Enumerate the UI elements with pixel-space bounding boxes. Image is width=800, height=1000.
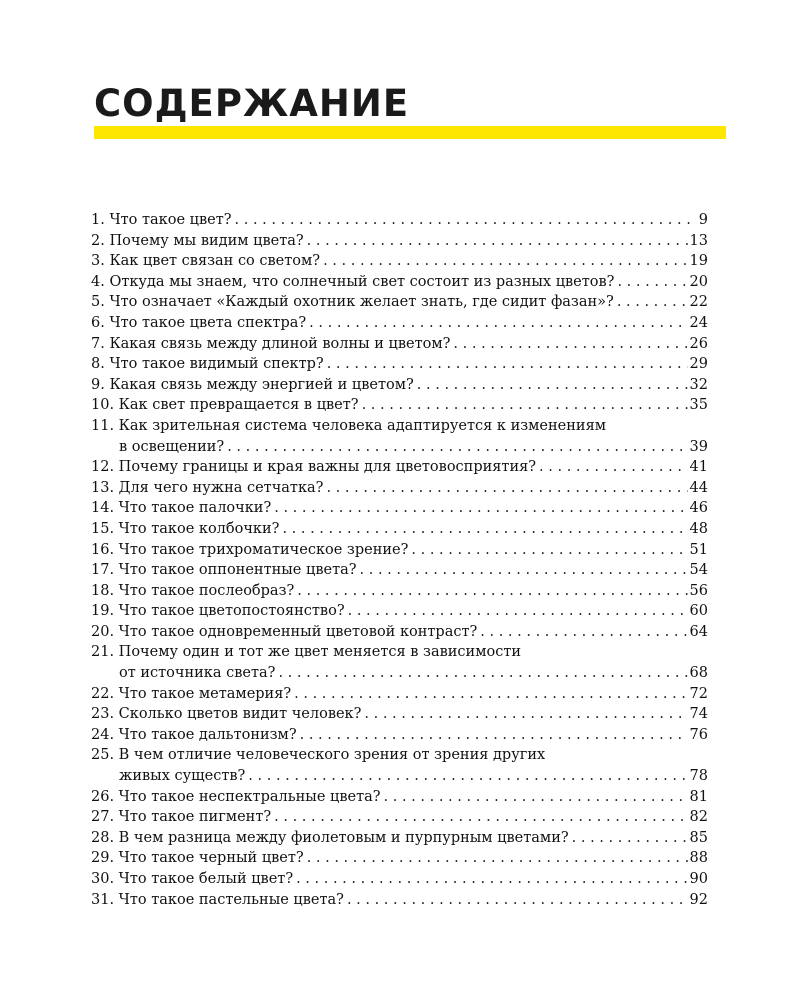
- toc-entry-line: [91, 231, 708, 252]
- toc-entry-title: 13. Для чего нужна сетчатка?: [91, 479, 324, 496]
- dot-leader: [282, 519, 687, 540]
- dot-leader: [297, 581, 687, 602]
- toc-entry-line: [91, 890, 708, 911]
- toc-entry[interactable]: [91, 890, 708, 911]
- dot-leader: [309, 313, 687, 334]
- toc-page-number: 90: [689, 871, 708, 887]
- toc-entry-line: [91, 622, 708, 643]
- toc-entry-title: 17. Что такое оппонентные цвета?: [91, 562, 357, 579]
- toc-entry-line: [91, 581, 708, 602]
- dot-leader: [307, 848, 688, 869]
- toc-entry[interactable]: [91, 540, 708, 561]
- dot-leader: [480, 622, 687, 643]
- toc-entry-line: [91, 334, 708, 355]
- dot-leader: [572, 828, 688, 849]
- dot-leader: [235, 210, 697, 231]
- toc-page-number: 85: [689, 829, 708, 846]
- toc-entry-line: [91, 663, 708, 684]
- dot-leader: [617, 292, 688, 313]
- toc-entry-line: [91, 725, 708, 746]
- toc-entry-line: [91, 437, 708, 458]
- toc-entry-title: 9. Какая связь между энергией и цветом?: [91, 376, 414, 393]
- toc-entry[interactable]: [91, 292, 708, 313]
- toc-entry-line: [91, 540, 708, 561]
- toc-entry-title: 30. Что такое белый цвет?: [91, 871, 294, 887]
- toc-page-number: 41: [689, 459, 708, 476]
- toc-entry-title: 19. Что такое цветопостоянство?: [91, 603, 345, 620]
- toc-entry-line: [91, 601, 708, 622]
- toc-entry-title: живых существ?: [119, 768, 246, 785]
- toc-entry-title: 14. Что такое палочки?: [91, 500, 272, 517]
- toc-page-number: 20: [689, 273, 708, 290]
- toc-entry[interactable]: [91, 622, 708, 643]
- dot-leader: [364, 704, 687, 725]
- toc-entry[interactable]: [91, 684, 708, 705]
- toc-entry-title: 29. Что такое черный цвет?: [91, 850, 304, 867]
- toc-entry-line: [91, 457, 708, 478]
- toc-page-number: 92: [689, 891, 708, 908]
- dot-leader: [248, 766, 687, 787]
- toc-page-number: 29: [689, 356, 708, 373]
- toc-entry[interactable]: [91, 395, 708, 416]
- toc-entry-line: [91, 828, 708, 849]
- toc-entry-title: 22. Что такое метамерия?: [91, 685, 292, 702]
- toc-page-number: 68: [689, 665, 708, 682]
- dot-leader: [227, 437, 687, 458]
- toc-entry[interactable]: [91, 354, 708, 375]
- dot-leader: [294, 684, 687, 705]
- toc-entry-line: [91, 478, 708, 499]
- toc-entry-title: 3. Как цвет связан со светом?: [91, 253, 321, 270]
- toc-entry-title: 26. Что такое неспектральные цвета?: [91, 788, 381, 805]
- toc-entry-line: [91, 210, 708, 231]
- toc-entry[interactable]: [91, 869, 708, 890]
- toc-entry-line: [91, 354, 708, 375]
- toc-page-number: 56: [689, 582, 708, 599]
- dot-leader: [274, 807, 687, 828]
- dot-leader: [417, 375, 688, 396]
- toc-page-number: 26: [689, 335, 708, 352]
- dot-leader: [453, 334, 687, 355]
- toc-entry-line: [91, 787, 708, 808]
- toc-entry-title: 23. Сколько цветов видит человек?: [91, 706, 362, 723]
- toc-entry[interactable]: [91, 210, 708, 231]
- toc-entry[interactable]: [91, 251, 708, 272]
- toc-entry-title: 5. Что означает «Каждый охотник желает знать, где сидит фазан»?: [91, 294, 614, 311]
- dot-leader: [296, 869, 687, 890]
- toc-entry[interactable]: [91, 334, 708, 355]
- toc-entry[interactable]: [91, 745, 708, 786]
- toc-entry-title: 1. Что такое цвет?: [91, 212, 232, 228]
- toc-page-number: 60: [689, 603, 708, 620]
- toc-page-number: 81: [689, 788, 708, 805]
- toc-page-number: 82: [689, 809, 708, 826]
- toc-entry[interactable]: [91, 519, 708, 540]
- toc-entry[interactable]: [91, 457, 708, 478]
- dot-leader: [360, 560, 688, 581]
- toc-entry[interactable]: [91, 560, 708, 581]
- dot-leader: [278, 663, 687, 684]
- toc-entry-line: [91, 313, 708, 334]
- dot-leader: [300, 725, 688, 746]
- dot-leader: [617, 272, 687, 293]
- toc-page-number: 9: [698, 212, 708, 228]
- toc-entry[interactable]: [91, 848, 708, 869]
- toc-page-number: 48: [689, 520, 708, 537]
- toc-page-number: 46: [689, 500, 708, 517]
- toc-page-number: 35: [689, 397, 708, 414]
- toc-entry-title: 20. Что такое одновременный цветовой контраст?: [91, 623, 478, 640]
- toc-page-number: 76: [689, 726, 708, 743]
- toc-entry[interactable]: [91, 642, 708, 683]
- toc-page-number: 64: [689, 623, 708, 640]
- dot-leader: [323, 251, 687, 272]
- toc-page-number: 54: [689, 562, 708, 579]
- toc-entry[interactable]: [91, 375, 708, 396]
- toc-page-number: 24: [689, 314, 708, 331]
- toc-entry-title: 16. Что такое трихроматическое зрение?: [91, 541, 409, 558]
- toc-entry[interactable]: [91, 272, 708, 293]
- toc-page-number: 78: [689, 768, 708, 785]
- toc-entry[interactable]: [91, 231, 708, 252]
- toc-entry[interactable]: [91, 313, 708, 334]
- toc-entry[interactable]: [91, 416, 708, 457]
- toc-entry-line: [91, 498, 708, 519]
- toc-entry-title: 31. Что такое пастельные цвета?: [91, 891, 344, 908]
- dot-leader: [347, 890, 688, 911]
- toc-entry[interactable]: [91, 807, 708, 828]
- dot-leader: [384, 787, 688, 808]
- toc-entry-line: [91, 684, 708, 705]
- toc-entry-title-line: 11. Как зрительная система человека адаптируется к изменениям: [91, 417, 607, 434]
- toc-entry-line: [91, 807, 708, 828]
- toc-page-number: 32: [689, 376, 708, 393]
- toc-entry[interactable]: [91, 581, 708, 602]
- toc-entry-title: 8. Что такое видимый спектр?: [91, 356, 324, 373]
- toc-entry-title: 24. Что такое дальтонизм?: [91, 726, 297, 743]
- toc-page-number: 39: [689, 438, 708, 455]
- dot-leader: [362, 395, 688, 416]
- toc-entry[interactable]: [91, 787, 708, 808]
- toc-entry-line: [91, 395, 708, 416]
- toc-entry-title: 2. Почему мы видим цвета?: [91, 232, 304, 249]
- toc-entry-title: 15. Что такое колбочки?: [91, 520, 280, 537]
- toc-entry-title: 4. Откуда мы знаем, что солнечный свет состоит из разных цветов?: [91, 273, 615, 290]
- toc-entry-title: 6. Что такое цвета спектра?: [91, 314, 307, 331]
- toc-entry-title: 27. Что такое пигмент?: [91, 809, 272, 826]
- toc-entry-line: [91, 869, 708, 890]
- toc-entry-title-line: 25. В чем отличие человеческого зрения от зрения других: [91, 747, 546, 764]
- toc-page-number: 72: [689, 685, 708, 702]
- dot-leader: [327, 354, 688, 375]
- toc-entry[interactable]: [91, 478, 708, 499]
- toc-entry-title: от источника света?: [119, 665, 276, 682]
- toc-entry-line: [91, 272, 708, 293]
- toc-entry-title: 28. В чем разница между фиолетовым и пурпурным цветами?: [91, 829, 569, 846]
- table-of-contents: [91, 210, 708, 910]
- toc-page-number: 19: [689, 253, 708, 270]
- toc-entry-line: [91, 292, 708, 313]
- toc-entry-title-line: 21. Почему один и тот же цвет меняется в зависимости: [91, 644, 522, 661]
- title-underline-bar: [94, 126, 726, 139]
- toc-entry[interactable]: [91, 828, 708, 849]
- toc-entry[interactable]: [91, 704, 708, 725]
- toc-page-number: 22: [689, 294, 708, 311]
- toc-entry-title: 7. Какая связь между длиной волны и цветом?: [91, 335, 451, 352]
- toc-entry-line: [91, 560, 708, 581]
- toc-page-number: 44: [689, 479, 708, 496]
- toc-entry-title: 18. Что такое послеобраз?: [91, 582, 295, 599]
- toc-entry-line: [91, 375, 708, 396]
- dot-leader: [348, 601, 688, 622]
- toc-entry-line: [91, 766, 708, 787]
- toc-entry-title: 10. Как свет превращается в цвет?: [91, 397, 359, 414]
- dot-leader: [307, 231, 688, 252]
- toc-entry-line: [91, 848, 708, 869]
- page-title: СОДЕРЖАНИЕ: [94, 82, 410, 125]
- toc-page-number: 51: [689, 541, 708, 558]
- toc-page-number: 13: [689, 232, 708, 249]
- toc-entry-title: в освещении?: [119, 438, 225, 455]
- dot-leader: [326, 478, 687, 499]
- toc-entry[interactable]: [91, 601, 708, 622]
- toc-page-number: 88: [689, 850, 708, 867]
- toc-entry-line: [91, 519, 708, 540]
- toc-entry[interactable]: [91, 498, 708, 519]
- toc-entry[interactable]: [91, 725, 708, 746]
- dot-leader: [411, 540, 687, 561]
- toc-page-number: 74: [689, 706, 708, 723]
- toc-entry-title: 12. Почему границы и края важны для цветовосприятия?: [91, 459, 537, 476]
- dot-leader: [274, 498, 687, 519]
- toc-entry-line: [91, 704, 708, 725]
- toc-entry-line: [91, 251, 708, 272]
- dot-leader: [539, 457, 688, 478]
